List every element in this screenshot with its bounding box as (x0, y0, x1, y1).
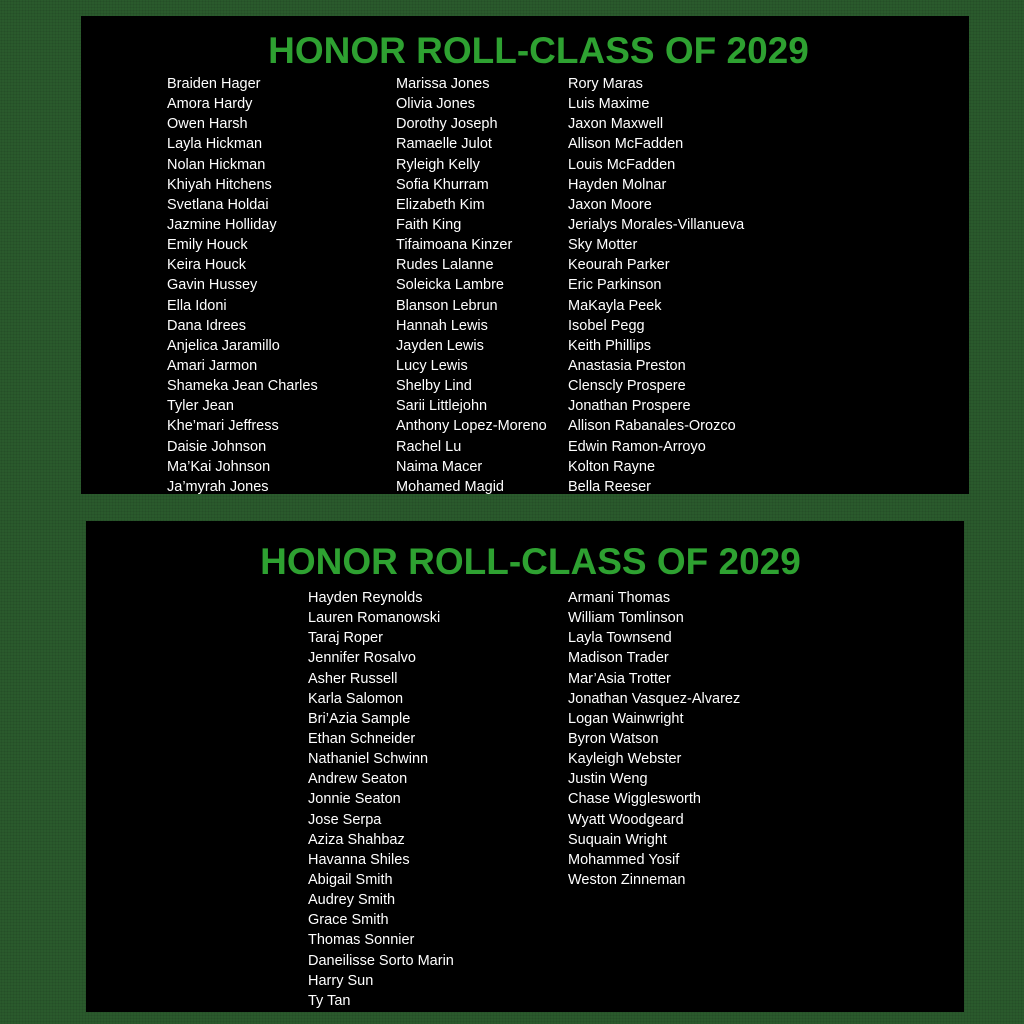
student-name: Andrew Seaton (308, 771, 408, 788)
student-name: Hannah Lewis (396, 317, 488, 334)
student-name: Soleicka Lambre (396, 277, 504, 294)
student-name: Ja’myrah Jones (167, 478, 269, 495)
student-name: Eric Parkinson (568, 277, 662, 294)
student-name: Harry Sun (308, 972, 374, 989)
student-name: Jayden Lewis (396, 337, 484, 354)
student-name: Gavin Hussey (167, 277, 258, 294)
student-name: Daneilisse Sorto Marin (308, 952, 454, 969)
student-name: Rudes Lalanne (396, 257, 494, 274)
student-name: MaKayla Peek (568, 297, 662, 314)
student-name: Havanna Shiles (308, 851, 410, 868)
student-name: Justin Weng (568, 771, 648, 788)
student-name: Bella Reeser (568, 478, 652, 495)
student-name: Ethan Schneider (308, 730, 416, 747)
student-name: Rachel Lu (396, 438, 462, 455)
honor-roll-panel-2 (86, 521, 964, 1012)
student-name: Keourah Parker (568, 257, 670, 274)
student-name: Kayleigh Webster (568, 751, 682, 768)
student-name: Layla Townsend (568, 630, 672, 647)
student-name: Shelby Lind (396, 378, 472, 395)
student-name: Dorothy Joseph (396, 116, 498, 133)
student-name: Louis McFadden (568, 156, 676, 173)
student-name: Ramaelle Julot (396, 136, 492, 153)
student-name: Weston Zinneman (568, 871, 686, 888)
student-name: Edwin Ramon-Arroyo (568, 438, 706, 455)
student-name: Mohamed Magid (396, 478, 504, 495)
student-name: Jerialys Morales-Villanueva (568, 216, 745, 233)
student-name: Naima Macer (396, 458, 483, 475)
student-name: Kolton Rayne (568, 458, 656, 475)
student-name: Aziza Shahbaz (308, 831, 405, 848)
student-name: Suquain Wright (568, 831, 667, 848)
student-name: Amora Hardy (167, 96, 253, 113)
student-name: Mar’Asia Trotter (568, 670, 671, 687)
name-column-1 (308, 588, 454, 1011)
student-name: Daisie Johnson (167, 438, 267, 455)
student-name: Byron Watson (568, 730, 659, 747)
student-name: Chase Wigglesworth (568, 791, 701, 808)
student-name: Grace Smith (308, 912, 389, 929)
student-name: Jaxon Maxwell (568, 116, 664, 133)
student-name: Ty Tan (308, 992, 351, 1009)
student-name: Rory Maras (568, 76, 643, 92)
student-name: Elizabeth Kim (396, 196, 485, 213)
student-name: Marissa Jones (396, 76, 490, 92)
student-name: Emily Houck (167, 237, 248, 254)
student-name: Sarii Littlejohn (396, 398, 488, 415)
student-name: Anastasia Preston (568, 357, 686, 374)
name-column-2 (396, 74, 547, 497)
student-name: Sky Motter (568, 237, 638, 254)
student-name: Hayden Reynolds (308, 590, 423, 606)
panel-title: HONOR ROLL-CLASS OF 2029 (260, 541, 801, 582)
student-name: Mohammed Yosif (568, 851, 680, 868)
student-name: Jonathan Vasquez-Alvarez (568, 690, 741, 707)
student-name: Tyler Jean (167, 398, 234, 415)
student-name: Madison Trader (568, 650, 669, 667)
student-name: Clenscly Prospere (568, 378, 686, 395)
student-name: Jazmine Holliday (167, 216, 277, 233)
student-name: Jaxon Moore (568, 196, 652, 213)
student-name: Abigail Smith (308, 871, 393, 888)
student-name: Ella Idoni (167, 297, 227, 314)
student-name: Karla Salomon (308, 690, 404, 707)
student-name: Lucy Lewis (396, 357, 468, 374)
student-name: Armani Thomas (568, 590, 671, 606)
student-name: Audrey Smith (308, 892, 396, 909)
student-name: Owen Harsh (167, 116, 248, 133)
student-name: Taraj Roper (308, 630, 383, 647)
student-name: Faith King (396, 216, 462, 233)
student-name: Jonathan Prospere (568, 398, 691, 415)
student-name: Khe’mari Jeffress (167, 418, 279, 435)
student-name: Khiyah Hitchens (167, 176, 272, 193)
student-name: Amari Jarmon (167, 357, 258, 374)
student-name: Luis Maxime (568, 96, 650, 113)
student-name: Isobel Pegg (568, 317, 645, 334)
student-name: Ma’Kai Johnson (167, 458, 271, 475)
student-name: Bri’Azia Sample (308, 710, 411, 727)
student-name: Lauren Romanowski (308, 610, 441, 627)
student-name: Anjelica Jaramillo (167, 337, 280, 354)
student-name: Nathaniel Schwinn (308, 751, 429, 768)
student-name: Blanson Lebrun (396, 297, 498, 314)
student-name: Asher Russell (308, 670, 398, 687)
student-name: William Tomlinson (568, 610, 684, 627)
student-name: Nolan Hickman (167, 156, 266, 173)
student-name: Allison Rabanales-Orozco (568, 418, 736, 435)
student-name: Allison McFadden (568, 136, 684, 153)
student-name: Keira Houck (167, 257, 246, 274)
name-column-2 (568, 588, 740, 890)
honor-roll-panel-1 (81, 16, 969, 494)
student-name: Braiden Hager (167, 76, 261, 92)
student-name: Svetlana Holdai (167, 196, 269, 213)
student-name: Anthony Lopez-Moreno (396, 418, 547, 435)
name-column-3 (568, 74, 744, 497)
student-name: Jennifer Rosalvo (308, 650, 416, 667)
student-name: Tifaimoana Kinzer (396, 237, 513, 254)
student-name: Layla Hickman (167, 136, 263, 153)
student-name: Jonnie Seaton (308, 791, 401, 808)
student-name: Sofia Khurram (396, 176, 489, 193)
student-name: Shameka Jean Charles (167, 378, 318, 395)
student-name: Jose Serpa (308, 811, 382, 828)
student-name: Dana Idrees (167, 317, 246, 334)
panel-title: HONOR ROLL-CLASS OF 2029 (268, 30, 809, 71)
student-name: Olivia Jones (396, 96, 475, 113)
student-name: Thomas Sonnier (308, 932, 415, 949)
student-name: Hayden Molnar (568, 176, 667, 193)
name-column-1 (167, 74, 318, 497)
student-name: Ryleigh Kelly (396, 156, 480, 173)
student-name: Wyatt Woodgeard (568, 811, 684, 828)
student-name: Logan Wainwright (568, 710, 684, 727)
student-name: Keith Phillips (568, 337, 652, 354)
